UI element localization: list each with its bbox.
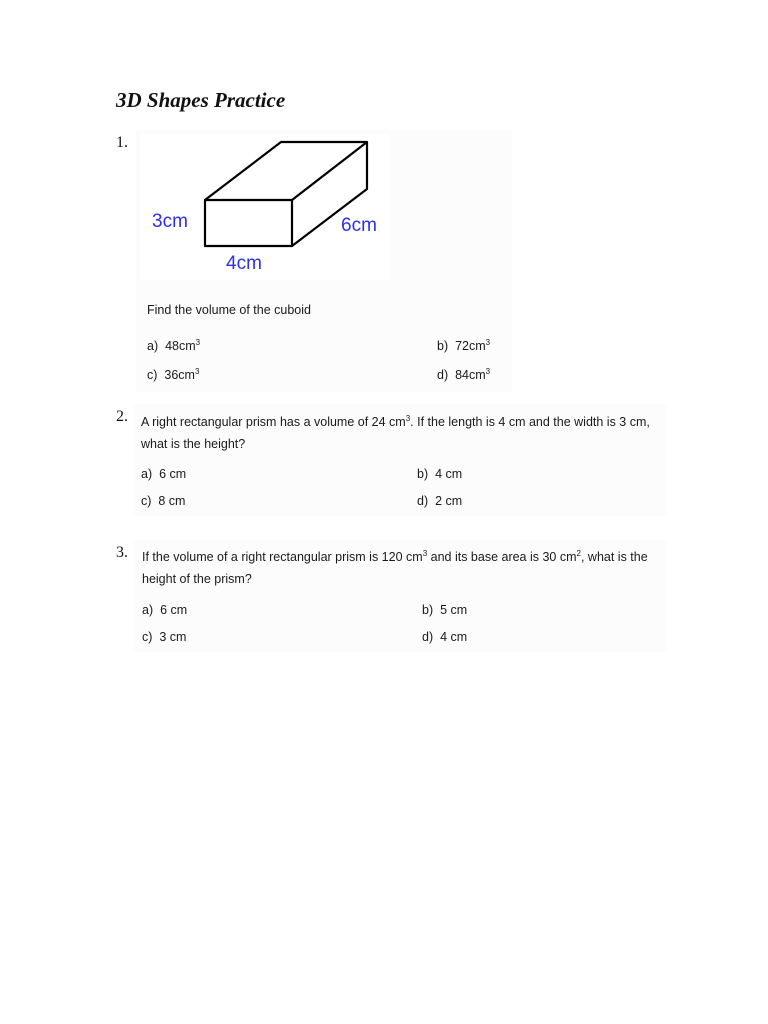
prompt-text: . If the length is 4 cm and the width is 3 cm, — [410, 415, 650, 430]
option-value: 36cm — [164, 368, 195, 383]
option-value: 6 cm — [160, 603, 188, 617]
option-value: 5 cm — [440, 603, 468, 617]
prompt-text: what is the height? — [141, 437, 246, 452]
option-value: 8 cm — [158, 494, 186, 508]
option-d[interactable] — [422, 630, 467, 644]
option-label: a) — [141, 467, 153, 481]
option-d[interactable] — [437, 367, 490, 382]
option-value: 4 cm — [435, 467, 463, 481]
prompt-superscript: 2 — [576, 549, 581, 558]
prompt-text: If the volume of a right rectangular prism is 120 cm — [142, 550, 423, 565]
option-value: 72cm — [455, 339, 486, 354]
option-b[interactable] — [417, 467, 462, 481]
option-superscript: 3 — [194, 367, 200, 376]
option-b[interactable] — [422, 603, 467, 617]
option-a[interactable] — [142, 603, 187, 617]
option-label: c) — [147, 368, 158, 383]
option-value: 84cm — [455, 368, 486, 383]
option-a[interactable] — [147, 338, 200, 353]
option-c[interactable] — [141, 494, 185, 508]
option-superscript: 3 — [485, 367, 491, 376]
question-1-prompt: Find the volume of the cuboid — [147, 303, 311, 317]
prompt-text: height of the prism? — [142, 572, 252, 587]
option-label: d) — [417, 494, 429, 508]
depth-label: 6cm — [341, 215, 377, 236]
option-label: b) — [437, 339, 449, 354]
question-2-prompt — [141, 408, 650, 455]
prompt-superscript: 3 — [405, 414, 411, 423]
option-value: 2 cm — [435, 494, 463, 508]
question-number: 1. — [116, 134, 128, 151]
option-value: 4 cm — [440, 630, 468, 644]
prompt-text: , what is the — [580, 550, 648, 565]
option-c[interactable] — [147, 367, 199, 382]
option-label: c) — [142, 630, 153, 644]
option-value: 48cm — [165, 339, 196, 354]
option-label: d) — [422, 630, 434, 644]
option-value: 3 cm — [159, 630, 187, 644]
option-b[interactable] — [437, 338, 490, 353]
option-value: 6 cm — [159, 467, 187, 481]
option-label: b) — [417, 467, 429, 481]
height-label: 3cm — [152, 211, 188, 232]
question-number: 2. — [116, 408, 128, 425]
prompt-text: and its base area is 30 cm — [427, 550, 577, 565]
length-label: 4cm — [226, 253, 262, 274]
option-c[interactable] — [142, 630, 186, 644]
option-label: b) — [422, 603, 434, 617]
question-3-prompt — [142, 543, 648, 590]
option-label: a) — [147, 339, 159, 354]
option-superscript: 3 — [485, 338, 491, 347]
cuboid-front-face — [205, 200, 292, 246]
cuboid-top-face — [205, 142, 367, 200]
option-label: c) — [141, 494, 152, 508]
question-number: 3. — [116, 544, 128, 561]
option-label: d) — [437, 368, 449, 383]
option-d[interactable] — [417, 494, 462, 508]
page-title: 3D Shapes Practice — [116, 88, 286, 112]
option-a[interactable] — [141, 467, 186, 481]
prompt-text: A right rectangular prism has a volume of 24 cm — [141, 415, 406, 430]
option-label: a) — [142, 603, 154, 617]
option-superscript: 3 — [195, 338, 201, 347]
prompt-superscript: 3 — [422, 549, 428, 558]
